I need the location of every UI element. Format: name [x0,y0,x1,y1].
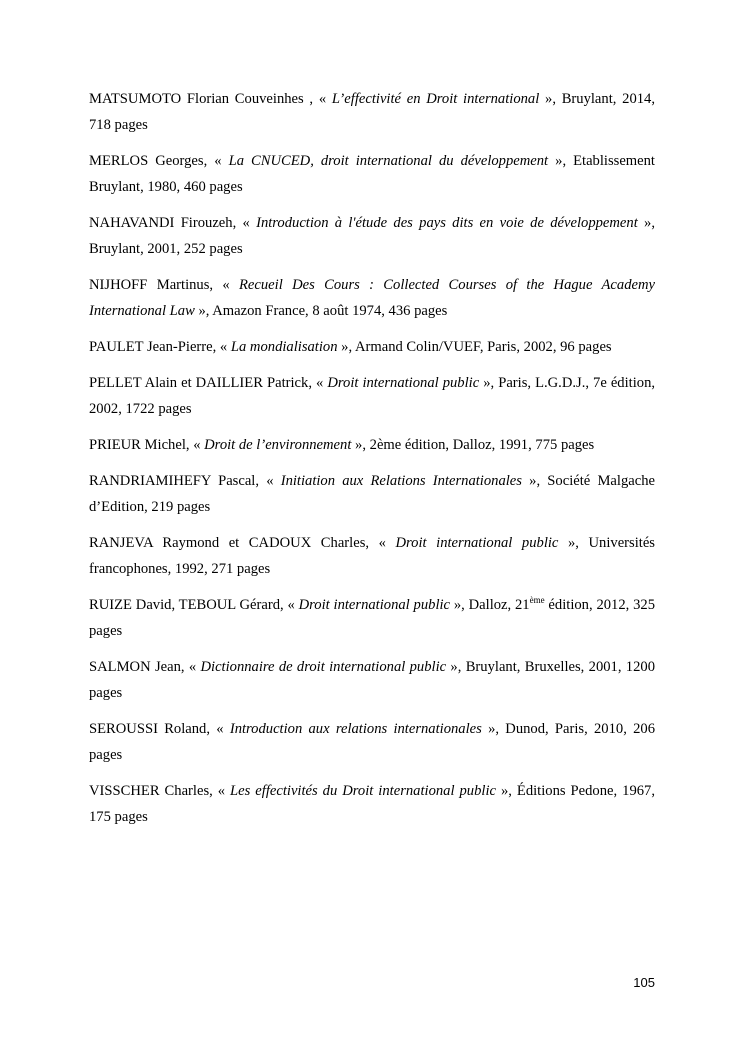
entry-author: RUIZE David, TEBOUL Gérard, [89,597,288,613]
entry-title: Droit international public [327,375,480,391]
bibliography-entry: PELLET Alain et DAILLIER Patrick, « Droit international public », Paris, L.G.D.J., 7e édition, 2002, 1722 pages [89,375,656,417]
bibliography-entry: MATSUMOTO Florian Couveinhes , « L’effectivité en Droit international », Bruylant, 2014, 718 pages [89,91,655,133]
entry-details: , Amazon France, 8 août 1974, 436 pages [205,303,448,319]
entry-author: VISSCHER Charles, [89,783,218,799]
entry-title: Dictionnaire de droit international public [200,659,447,675]
entry-title: Les effectivités du Droit international public [230,783,496,799]
bibliography-entry: MERLOS Georges, « La CNUCED, droit international du développement », Etablissement Bruylant, 1980, 460 pages [89,153,655,195]
entry-details: , Universités francophones, 1992, 271 pages [89,535,655,577]
entry-author: RANJEVA Raymond et CADOUX Charles, [89,535,379,551]
bibliography-entry: PRIEUR Michel, « Droit de l’environnement », 2ème édition, Dalloz, 1991, 775 pages [89,437,595,453]
page-number: 105 [633,975,655,990]
entry-details: , Bruylant, 2001, 252 pages [89,215,655,257]
entry-details: , 2ème édition, Dalloz, 1991, 775 pages [362,437,595,453]
bibliography-entry: NIJHOFF Martinus, « Recueil Des Cours : Collected Courses of the Hague Academy International Law », Amazon France, 8 août 1974, 436 pages [89,277,655,319]
entry-author: PRIEUR Michel, [89,437,194,453]
entry-details: , Paris, L.G.D.J., 7e édition, 2002, 1722 pages [89,375,656,417]
entry-title: L’effectivité en Droit international [331,91,540,107]
entry-details: , Éditions Pedone, 1967, 175 pages [89,783,655,825]
entry-author: MATSUMOTO Florian Couveinhes , [89,91,319,107]
entry-author: NAHAVANDI Firouzeh, [89,215,243,231]
entry-details: , Bruylant, Bruxelles, 2001, 1200 pages [89,659,655,701]
entry-details: édition, 2012, 325 pages [89,597,655,639]
entry-title: Initiation aux Relations Internationales [280,473,522,489]
entry-title: Introduction aux relations internationales [229,721,482,737]
bibliography-entry: SALMON Jean, « Dictionnaire de droit international public », Bruylant, Bruxelles, 2001, 1200 pages [89,659,655,701]
entry-author: NIJHOFF Martinus, [89,277,223,293]
entry-author: SEROUSSI Roland, [89,721,217,737]
entry-details: , Dunod, Paris, 2010, 206 pages [89,721,655,763]
entry-author: RANDRIAMIHEFY Pascal, [89,473,267,489]
entry-author: PELLET Alain et DAILLIER Patrick, [89,375,316,391]
entry-author: PAULET Jean-Pierre, [89,339,220,355]
entry-details: , Armand Colin/VUEF, Paris, 2002, 96 pages [348,339,612,355]
entry-title: Droit international public [298,597,451,613]
bibliography-entry: RANJEVA Raymond et CADOUX Charles, « Droit international public », Universités francophones, 1992, 271 pages [89,535,655,577]
bibliography-list [89,86,655,840]
entry-author: SALMON Jean, [89,659,189,675]
entry-title: La mondialisation [230,339,338,355]
entry-title: Droit de l’environnement [204,437,352,453]
entry-author: MERLOS Georges, [89,153,215,169]
bibliography-entry: VISSCHER Charles, « Les effectivités du Droit international public », Éditions Pedone, 1967, 175 pages [89,783,655,825]
bibliography-entry: RANDRIAMIHEFY Pascal, « Initiation aux Relations Internationales », Société Malgache d’Edition, 219 pages [89,473,655,515]
bibliography-entry: NAHAVANDI Firouzeh, « Introduction à l'étude des pays dits en voie de développement », Bruylant, 2001, 252 pages [89,215,655,257]
bibliography-entry: RUIZE David, TEBOUL Gérard, « Droit international public », Dalloz, 21ème édition, 2012, 325 pages [89,595,655,639]
entry-title: Introduction à l'étude des pays dits en voie de développement [256,215,638,231]
entry-details: , Société Malgache d’Edition, 219 pages [89,473,655,515]
bibliography-entry: PAULET Jean-Pierre, « La mondialisation », Armand Colin/VUEF, Paris, 2002, 96 pages [89,339,612,355]
bibliography-entry: SEROUSSI Roland, « Introduction aux relations internationales », Dunod, Paris, 2010, 206 pages [89,721,655,763]
entry-details: , Etablissement Bruylant, 1980, 460 pages [89,153,655,195]
ordinal-superscript: ème [529,595,545,605]
entry-details-prefix: , Dalloz, 21 [461,597,530,613]
entry-title: Recueil Des Cours : Collected Courses of the Hague Academy International Law [89,277,655,319]
entry-title: Droit international public [395,535,559,551]
entry-details: , Bruylant, 2014, 718 pages [89,91,655,133]
entry-title: La CNUCED, droit international du développement [228,153,549,169]
